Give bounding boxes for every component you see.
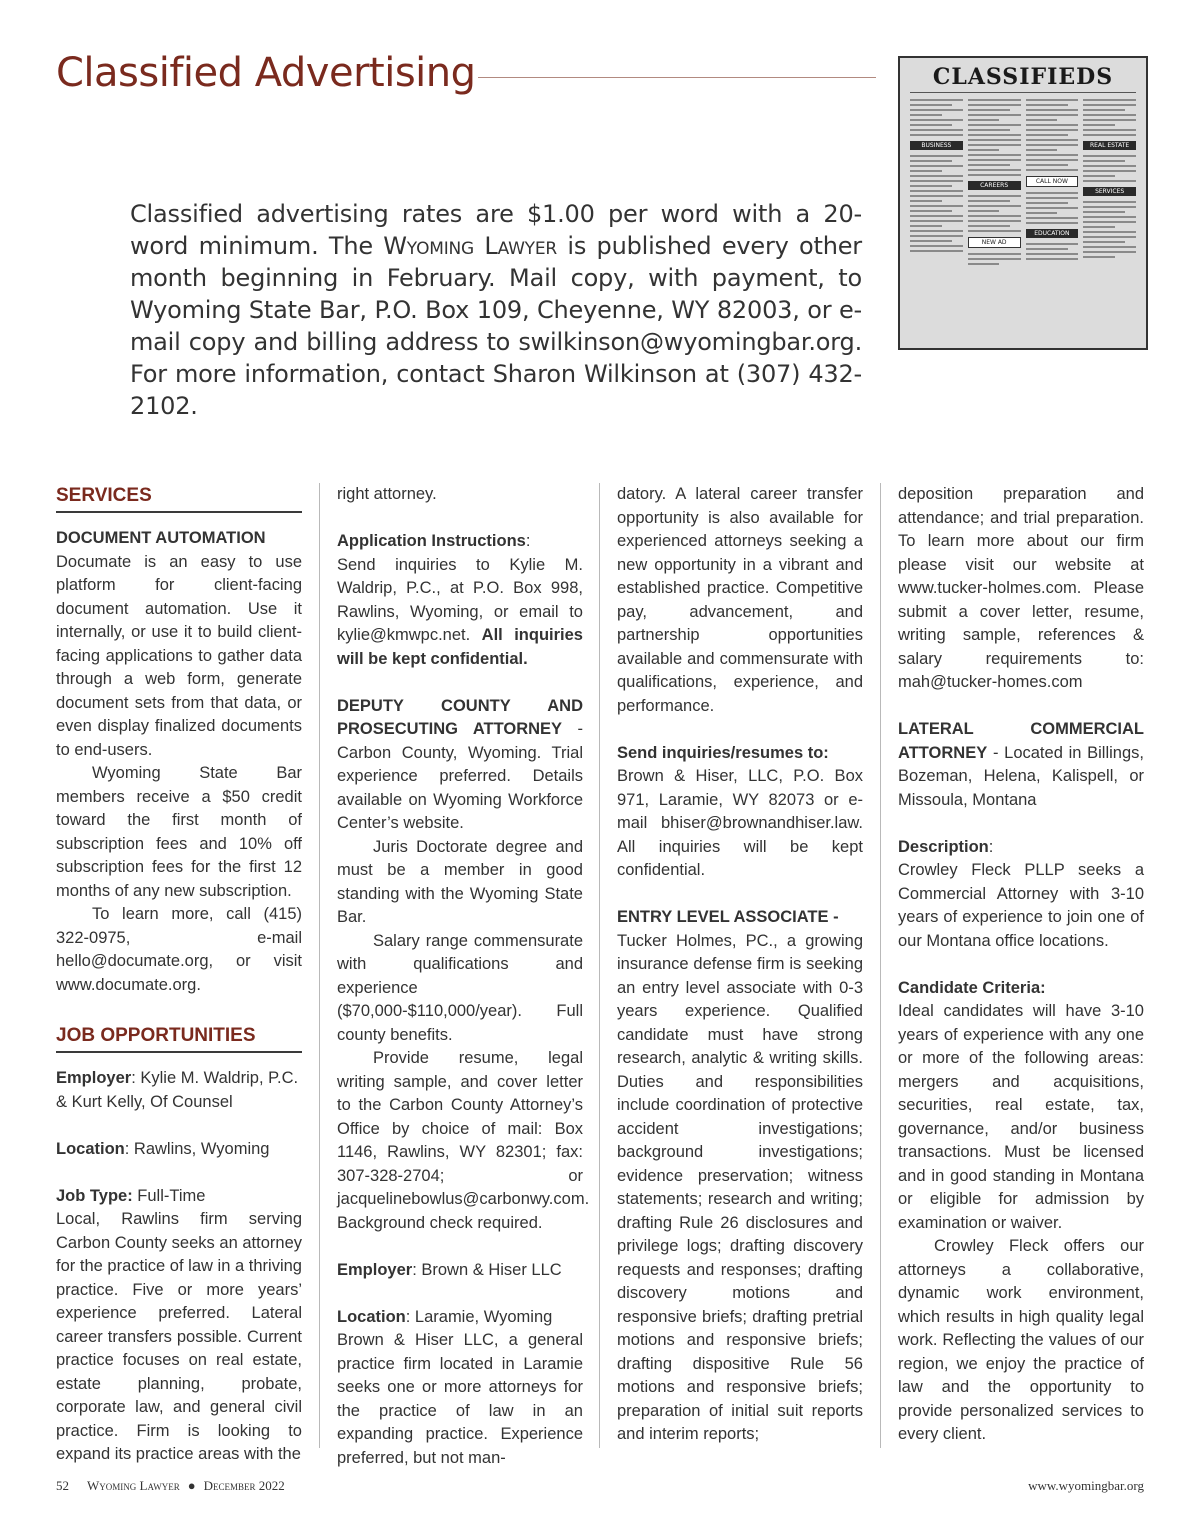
ad-text: datory. A lateral career transfer opportunity is also available for experienced attorneys seeking a new opportunity in a vibrant and established practice. Competitive pay, advancement, and partnership opportunities available and commensurate with qualifications, experience, and performance. — [617, 485, 863, 715]
ad-deputy-county: DEPUTY COUNTY AND PROSECUTING ATTORNEY - Carbon County, Wyoming. Trial experience preferred. Details available on Wyoming Workforce Center’s website. — [337, 696, 583, 832]
ad-text: Brown & Hiser LLC, a general practice firm located in Laramie seeks one or more attorneys for the practice of law in an expanding practice. Experience preferred, but not man- — [337, 1331, 583, 1467]
page-title: Classified Advertising — [56, 50, 476, 96]
job-type-line: Job Type: Full-Time — [56, 1186, 206, 1205]
classifieds-tag-real-estate: REAL ESTATE — [1083, 141, 1136, 150]
classifieds-tag-new-ad: NEW AD — [968, 237, 1021, 248]
classifieds-image-title: CLASSIFIEDS — [910, 64, 1136, 93]
ad-text: Provide resume, legal writing sample, and cover letter to the Carbon County Attorney’s Office by choice of mail: Box 1146, Rawlins, WY 82301; fax: 307-328-2704; or jacquelinebowlus@carbonwy.com. Background check required. — [337, 1049, 590, 1232]
ad-text: Crowley Fleck PLLP seeks a Commercial Attorney with 3-10 years of experience to join one of our Montana office locations. — [898, 861, 1144, 950]
ad-text: Crowley Fleck offers our attorneys a collaborative, dynamic work environment, which results in high quality legal work. Reflecting the values of our region, we enjoy the practice of law and the opportunity to provide personalized services to every client. — [898, 1237, 1144, 1443]
location-line: Location: Rawlins, Wyoming — [56, 1139, 270, 1158]
column-divider — [880, 483, 881, 1448]
classifieds-tag-careers: CAREERS — [968, 181, 1021, 190]
ad-text: Ideal candidates will have 3-10 years of experience with any one or more of the following areas: mergers and acquisitions, securities, real estate, tax, governance, and/or business transactions. Must be licensed and in good standing in Montana or eligible for admission by examination or waiver. — [898, 1002, 1144, 1232]
ad-text: Local, Rawlins firm serving Carbon County seeks an attorney for the practice of law in a thriving practice. Five or more years’ experience preferred. Lateral career transfers possible. Current practice focuses on real estate, estate planning, probate, corporate law, and general civil practice. Firm is looking to expand its practice areas with the — [56, 1210, 302, 1463]
description-label: Description — [898, 837, 989, 856]
ad-text: right attorney. — [337, 485, 437, 503]
ad-text: Juris Doctorate degree and must be a member in good standing with the Wyoming State Bar. — [337, 837, 583, 926]
intro-paragraph: Classified advertising rates are $1.00 per word with a 20-word minimum. The Wyoming Lawyer is published every other month beginning in February. Mail copy, with payment, to Wyoming State Bar, P.O. Box 109, Cheyenne, WY 82003, or e-mail copy and billing address to swilkinson@wyomingbar.org. For more information, contact Sharon Wilkinson at (307) 432-2102. — [130, 200, 862, 420]
section-heading-job-opportunities: JOB OPPORTUNITIES — [56, 1023, 302, 1053]
ad-text: To learn more, call (415) 322-0975, e-mail hello@documate.org, or visit www.documate.org. — [56, 905, 302, 994]
ad-text: Send inquiries to Kylie M. Waldrip, P.C., at P.O. Box 998, Rawlins, Wyoming, or email to kylie@kmwpc.net. All inquiries will be kept confidential. — [337, 555, 583, 668]
ad-lateral-commercial: LATERAL COMMERCIAL ATTORNEY - Located in Billings, Bozeman, Helena, Kalispell, or Missoula, Montana — [898, 720, 1144, 809]
ad-heading-document-automation: DOCUMENT AUTOMATION — [56, 529, 266, 547]
ad-text: deposition preparation and attendance; and trial preparation. To learn more about our firm please visit our website at www.tucker-holmes.com. Please submit a cover letter, resume, writing sample, references & salary requirements to: mah@tucker-homes.com — [898, 485, 1144, 691]
classifieds-tag-education: EDUCATION — [1026, 229, 1079, 238]
employer-line: Employer: Kylie M. Waldrip, P.C. & Kurt Kelly, Of Counsel — [56, 1069, 299, 1111]
send-inquiries-heading: Send inquiries/resumes to: — [617, 743, 829, 762]
column-divider — [319, 483, 320, 1448]
footer-website: www.wyomingbar.org — [1028, 1478, 1144, 1493]
ad-text: Salary range commensurate with qualifications and experience ($70,000-$110,000/year). Full county benefits. — [337, 931, 583, 1044]
column-3 — [617, 483, 863, 1448]
title-rule — [478, 77, 876, 78]
application-instructions-label: Application Instructions — [337, 532, 526, 550]
ad-text: Brown & Hiser, LLC, P.O. Box 971, Laramie, WY 82073 or e-mail bhiser@brownandhiser.law. All inquiries will be kept confidential. — [617, 767, 863, 879]
classifieds-tag-business: BUSINESS — [910, 141, 963, 150]
article-columns — [56, 483, 1146, 1467]
ad-heading-entry-level-associate: ENTRY LEVEL ASSOCIATE - — [617, 908, 839, 926]
ad-text: Wyoming State Bar members receive a $50 credit toward the first month of subscription fees and 10% off subscription fees for the first 12 months of any new subscription. — [56, 764, 302, 900]
classifieds-newspaper-image — [898, 56, 1148, 350]
column-4: deposition preparation and attendance; and trial preparation. To learn more about our firm please visit our website at www.tucker-holmes.com. Please submit a cover letter, resume, writing sample, references & salary requirements to: mah@tucker-homes.com LATERAL COMMERCIAL ATTORNEY - Located in Billings, Bozeman, Helena, Kalispell, or Missoula, Montana Description: Crowley Fleck PLLP seeks a Commercial Attorney with 3-10 years of experience to join one of our Montana office locations. Candidate Criteria: Ideal candidates will have 3-10 years of experience with any one or more of the following areas: mergers and acquisitions, securities, real estate, tax, governance, and/or business transactions. Must be licensed and in good standing in Montana or eligible for admission by examination or waiver. Crowley Fleck offers our attorneys a collaborative, dynamic work environment, which results in high quality legal work. Reflecting the values of our region, we enjoy the practice of law and the opportunity to provide personalized services to every client. — [898, 483, 1144, 1448]
page-number: 52 — [56, 1478, 69, 1493]
ad-text: Tucker Holmes, PC., a growing insurance defense firm is seeking an entry level associate with 0-3 years experience. Qualified candidate must have strong research, analytic & writing skills. Duties and responsibilities include coordination of protective accident investigations; background investigations; evidence preservation; witness statements; research and writing; drafting Rule 26 disclosures and privilege logs; drafting discovery requests and responses; drafting discovery motions and responsive briefs; drafting pretrial motions and responsive briefs; drafting dispositive Rule 56 motions and responsive briefs; preparation of initial suit reports and interim reports; — [617, 931, 863, 1443]
footer-issue: December 2022 — [203, 1478, 285, 1493]
section-heading-services: SERVICES — [56, 483, 302, 513]
column-divider — [599, 483, 600, 1448]
column-2: right attorney. Application Instructions: Send inquiries to Kylie M. Waldrip, P.C., at P.O. Box 998, Rawlins, Wyoming, or email to kylie@kmwpc.net. All inquiries will be kept confidential. DEPUTY COUNTY AND PROSECUTING ATTORNEY - Carbon County, Wyoming. Trial experience preferred. Details available on Wyoming Workforce Center’s website. Juris Doctorate degree and must be a member in good standing with the Wyoming State Bar. Salary range commensurate with qualifications and experience ($70,000-$110,000/year). Full county benefits. Provide resume, legal writing sample, and cover letter to the Carbon County Attorney’s Office by choice of mail: Box 1146, Rawlins, WY 82301; fax: 307-328-2704; or jacquelinebowlus@carbonwy.com. Background check required. Employer: Brown & Hiser LLC Location: Laramie, Wyoming Brown & Hiser LLC, a general practice firm located in Laramie seeks one or more attorneys for the practice of law in an expanding practice. Experience preferred, but not man- — [337, 483, 583, 1448]
footer-publication: Wyoming Lawyer — [87, 1478, 180, 1493]
column-1 — [56, 483, 302, 1463]
footer-left — [56, 1478, 285, 1494]
location-line: Location: Laramie, Wyoming — [337, 1307, 553, 1326]
employer-line: Employer: Brown & Hiser LLC — [337, 1260, 562, 1279]
bullet-icon: ● — [187, 1478, 196, 1493]
classifieds-tag-call-now: CALL NOW — [1026, 176, 1079, 187]
candidate-criteria-label: Candidate Criteria: — [898, 978, 1046, 997]
ad-text: Documate is an easy to use platform for client-facing document automation. Use it internally, or use it to build client-facing applications to gather data through a web form, generate document sets from that data, or even display finalized documents to end-users. — [56, 552, 302, 759]
publication-name: Wyoming Lawyer — [383, 232, 558, 260]
classifieds-tag-services: SERVICES — [1083, 187, 1136, 196]
